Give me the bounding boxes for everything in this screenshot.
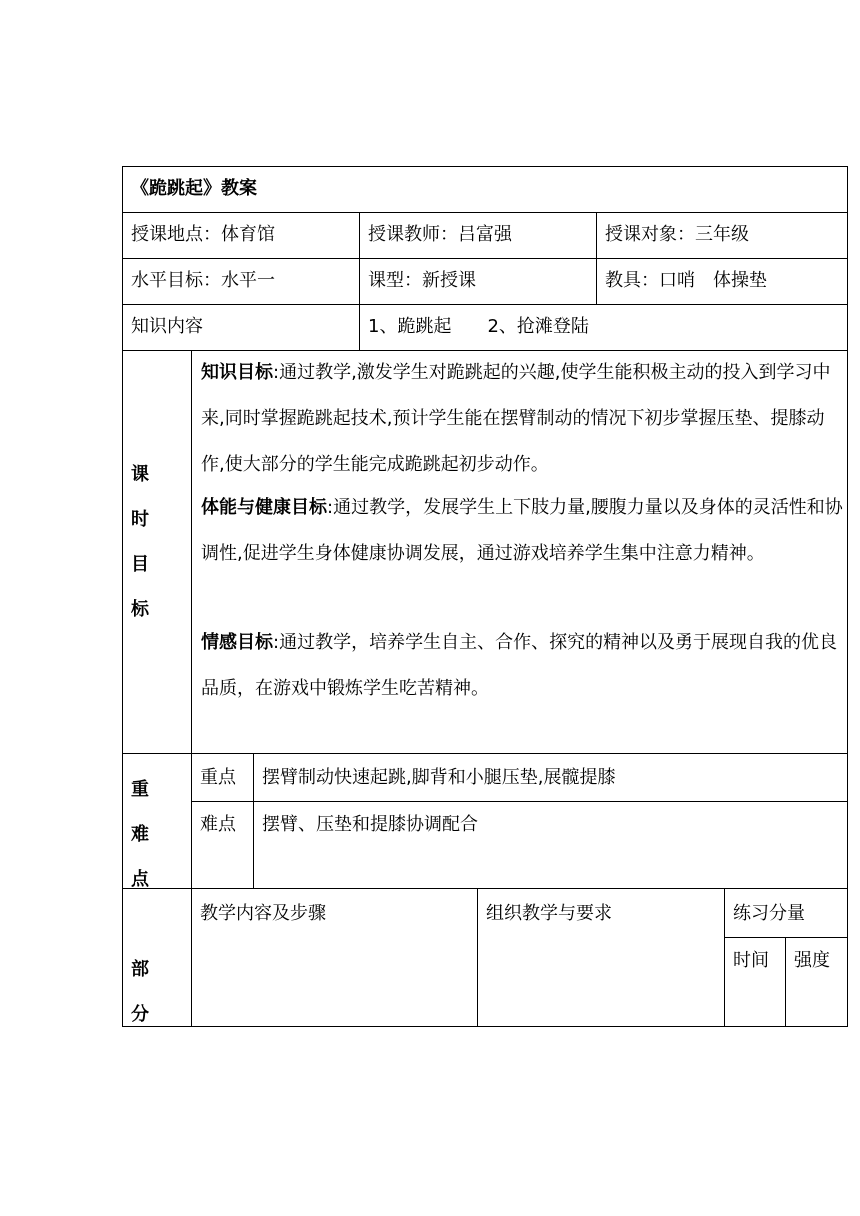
page-title: 《跪跳起》教案 — [131, 178, 257, 199]
location-cell: 授课地点：体育馆 — [131, 224, 275, 245]
content-header: 教学内容及步骤 — [200, 903, 326, 924]
key-points-side-label: 重 难 点 — [131, 779, 149, 890]
emotion-objective — [201, 620, 843, 712]
difficulty-label: 难点 — [200, 814, 236, 835]
table-divider — [724, 937, 848, 938]
table-divider — [122, 212, 848, 213]
table-divider — [359, 212, 360, 351]
knowledge-objective-text: :通过教学,激发学生对跪跳起的兴趣,使学生能积极主动的投入到学习中来,同时掌握跪跳起技术,预计学生能在摆臂制动的情况下初步掌握压垫、提膝动作,使大部分的学生能完成跪跳起初步动作。 — [201, 362, 831, 475]
key-point-label: 重点 — [200, 767, 236, 788]
table-divider — [191, 801, 848, 802]
target-cell: 授课对象：三年级 — [605, 224, 749, 245]
difficulty-text: 摆臂、压垫和提膝协调配合 — [262, 814, 478, 835]
fitness-objective-text: :通过教学，发展学生上下肢力量,腰腹力量以及身体的灵活性和协调性,促进学生身体健康协调发展，通过游戏培养学生集中注意力精神。 — [201, 497, 843, 564]
table-border-left — [122, 166, 123, 1027]
knowledge-objective-heading: 知识目标 — [201, 362, 273, 383]
equipment-cell: 教具：口哨 体操垫 — [605, 270, 767, 291]
table-divider — [724, 888, 725, 1027]
organization-header: 组织教学与要求 — [486, 903, 612, 924]
table-border-bottom — [122, 1026, 848, 1027]
emotion-objective-text: :通过教学，培养学生自主、合作、探究的精神以及勇于展现自我的优良品质，在游戏中锻炼学生吃苦精神。 — [201, 632, 838, 699]
knowledge-objective — [201, 350, 843, 488]
table-divider — [122, 753, 848, 754]
section-side-label: 部 分 — [131, 959, 149, 1025]
time-header: 时间 — [733, 950, 769, 971]
table-divider — [122, 304, 848, 305]
table-border-top — [122, 166, 848, 167]
key-point-text: 摆臂制动快速起跳,脚背和小腿压垫,展髋提膝 — [262, 767, 616, 788]
lesson-type-cell: 课型：新授课 — [368, 270, 476, 291]
table-divider — [253, 753, 254, 889]
table-border-right — [847, 166, 848, 1027]
emotion-objective-heading: 情感目标 — [201, 632, 273, 653]
teacher-cell: 授课教师：吕富强 — [368, 224, 512, 245]
table-divider — [191, 350, 192, 1027]
table-divider — [477, 888, 478, 1027]
practice-header: 练习分量 — [733, 903, 805, 924]
level-cell: 水平目标：水平一 — [131, 270, 275, 291]
table-divider — [122, 258, 848, 259]
fitness-objective — [201, 485, 843, 577]
table-divider — [785, 937, 786, 1027]
table-divider — [596, 212, 597, 305]
knowledge-value: 1、跪跳起 2、抢滩登陆 — [368, 316, 589, 337]
table-divider — [122, 888, 848, 889]
intensity-header: 强度 — [794, 950, 830, 971]
knowledge-label: 知识内容 — [131, 316, 203, 337]
fitness-objective-heading: 体能与健康目标 — [201, 497, 327, 518]
objectives-side-label: 课 时 目 标 — [131, 464, 149, 620]
